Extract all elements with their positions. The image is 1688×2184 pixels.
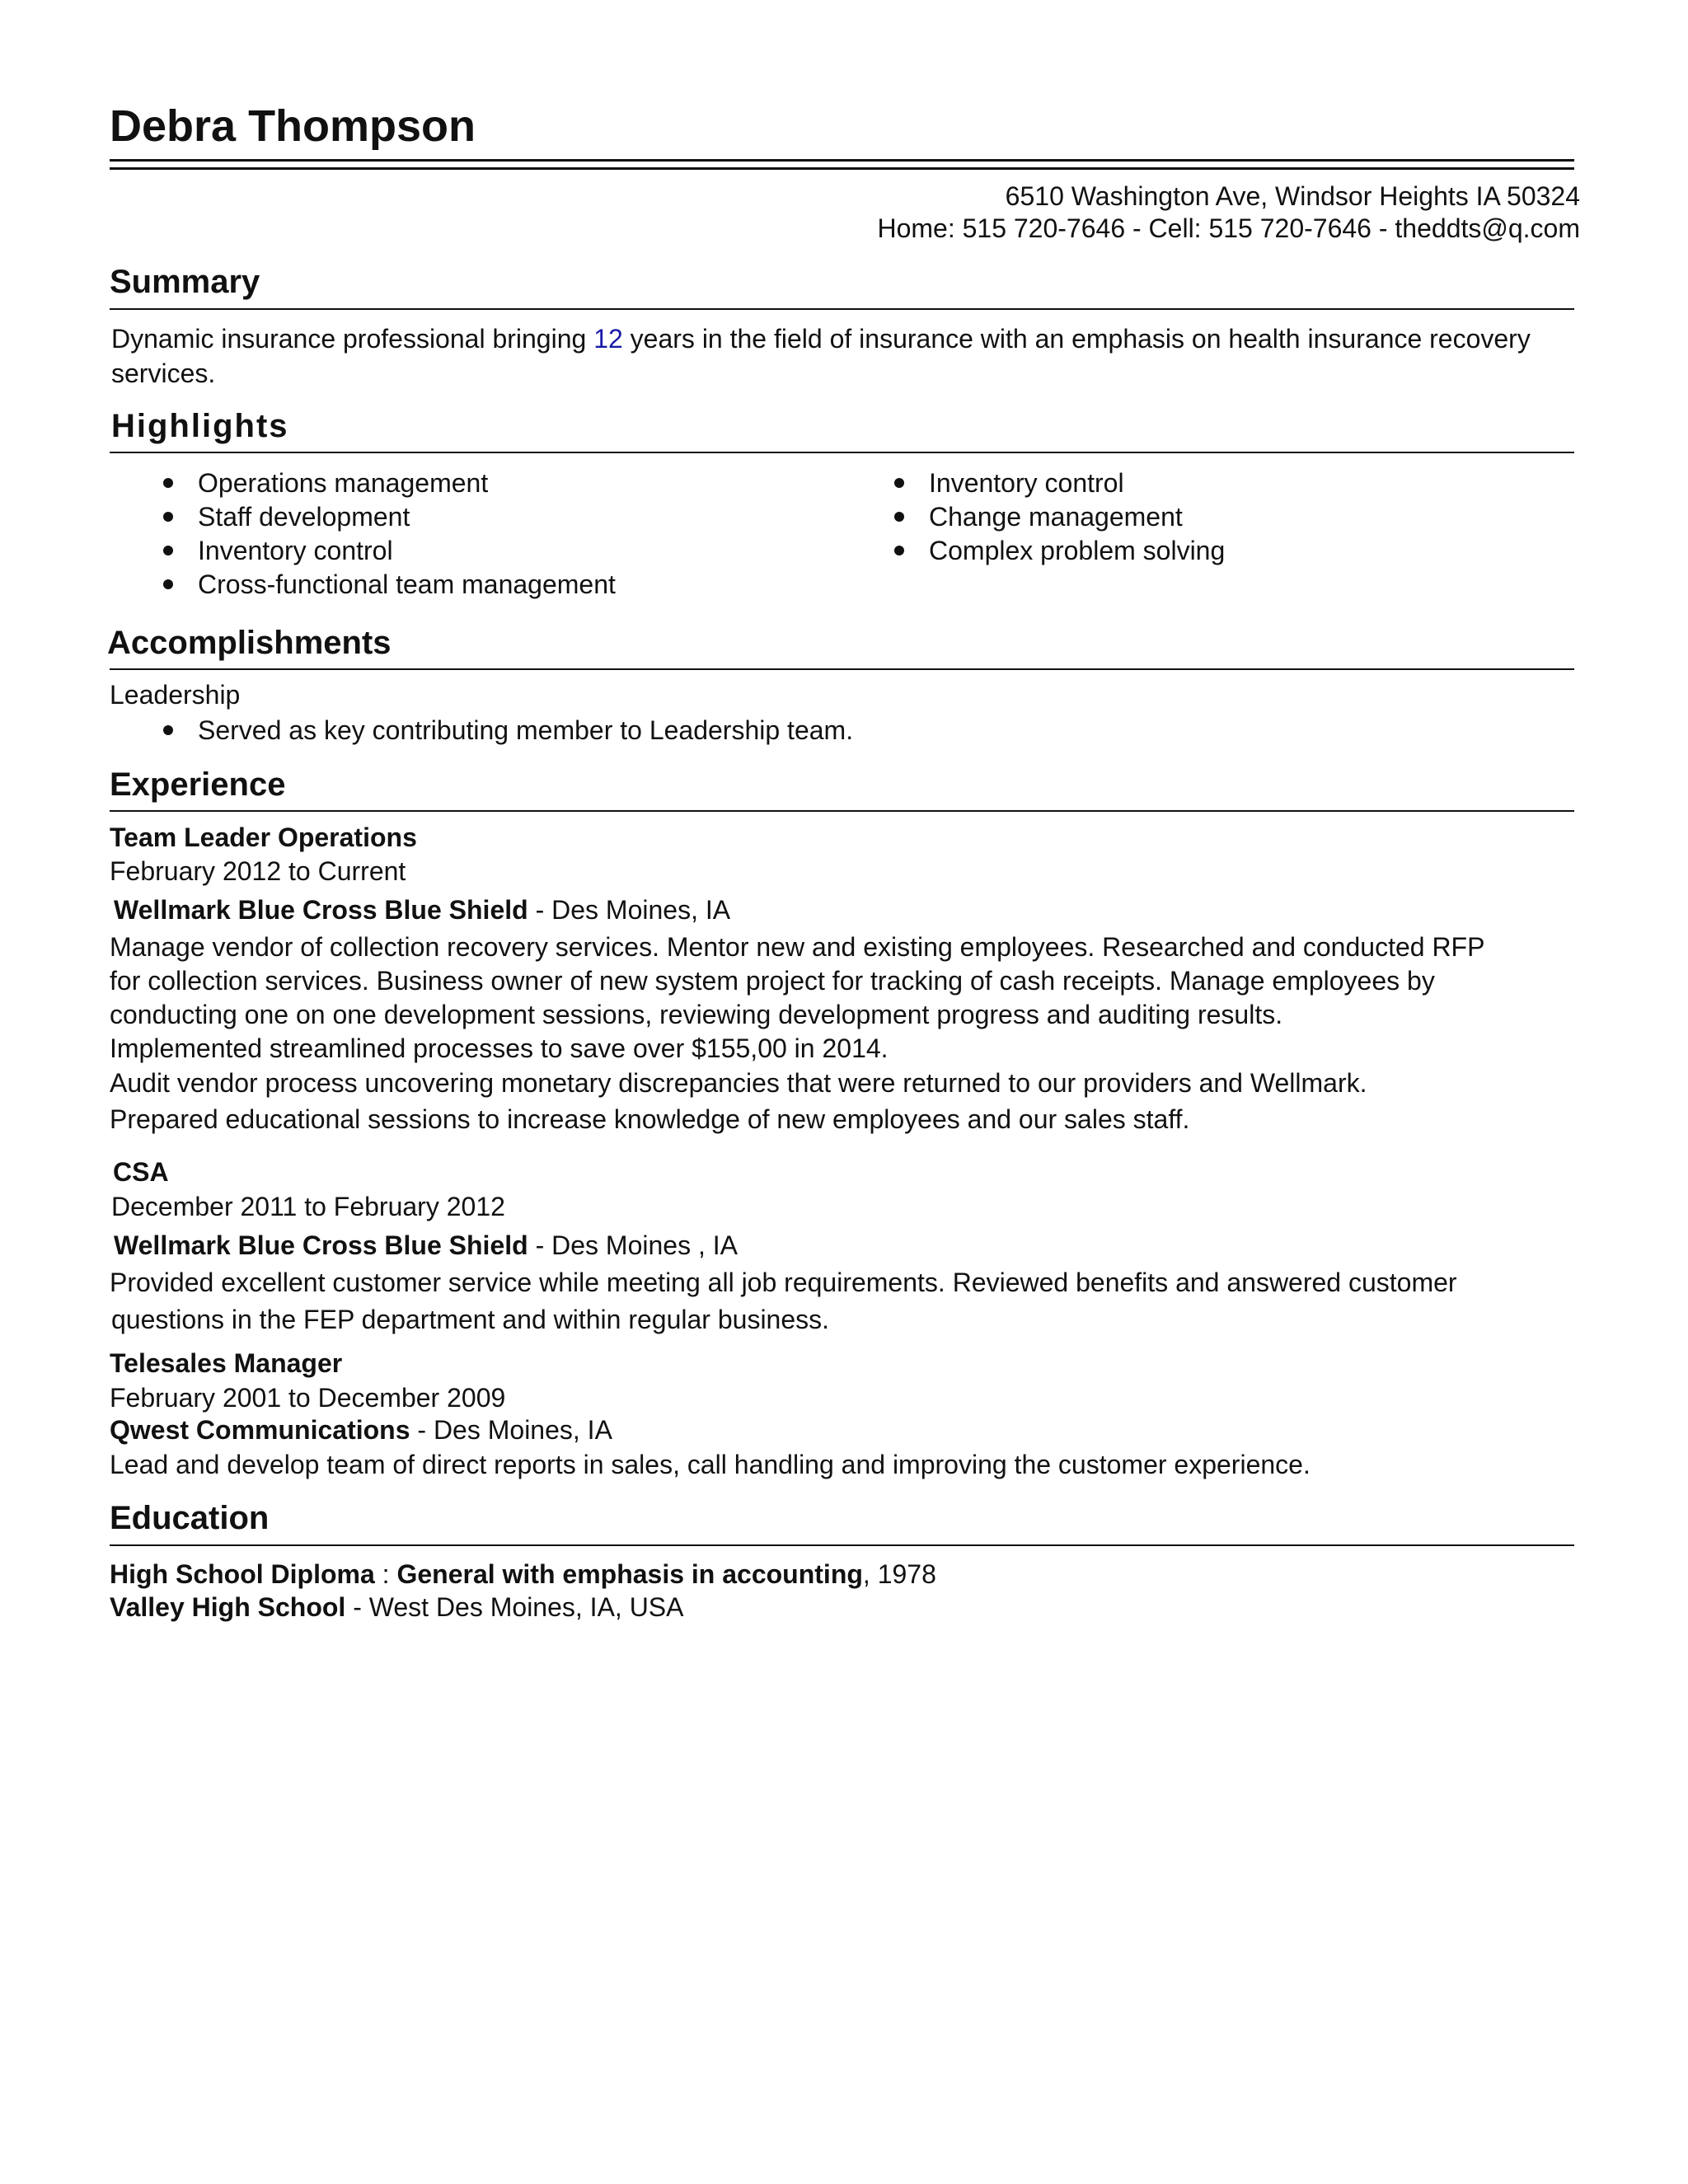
list-item: Complex problem solving <box>888 534 1225 568</box>
job-dates: February 2001 to December 2009 <box>110 1383 506 1413</box>
education-school-line <box>110 1590 683 1624</box>
job-title: Team Leader Operations <box>110 823 417 852</box>
list-item: Inventory control <box>157 534 616 568</box>
school-name: Valley High School <box>110 1592 346 1622</box>
degree-separator: : <box>374 1559 397 1589</box>
summary-heading: Summary <box>110 264 260 300</box>
list-item: Inventory control <box>888 466 1225 500</box>
job-description-line: Provided excellent customer service while meeting all job requirements. Reviewed benefits and answered customer <box>110 1268 1457 1297</box>
degree-year: , 1978 <box>862 1559 936 1589</box>
accomplishments-list <box>157 714 853 748</box>
header-rule-top <box>110 159 1574 162</box>
summary-text <box>111 321 1562 391</box>
job-description-line: Lead and develop team of direct reports in sales, call handling and improving the customer experience. <box>110 1450 1311 1479</box>
job-employer <box>114 893 730 927</box>
summary-text-after: years in the field of insurance with an emphasis on health insurance recovery services. <box>111 324 1531 388</box>
highlights-left-list <box>157 466 616 602</box>
accomplishments-rule <box>110 668 1574 670</box>
job-title: Telesales Manager <box>110 1348 343 1378</box>
header-rule-bottom <box>110 167 1574 170</box>
degree: High School Diploma <box>110 1559 375 1589</box>
experience-rule <box>110 810 1574 812</box>
job-location: - Des Moines , IA <box>528 1230 738 1260</box>
summary-years: 12 <box>593 324 623 354</box>
list-item: Staff development <box>157 500 616 534</box>
degree-field: General with emphasis in accounting <box>396 1559 863 1589</box>
contact-line: Home: 515 720-7646 - Cell: 515 720-7646 - theddts@q.com <box>877 213 1580 243</box>
job-location: - Des Moines, IA <box>528 895 731 925</box>
accomplishment-category: Leadership <box>110 680 241 710</box>
experience-heading: Experience <box>110 766 286 803</box>
job-dates: December 2011 to February 2012 <box>111 1192 505 1221</box>
summary-text-before: Dynamic insurance professional bringing <box>111 324 594 354</box>
list-item: Operations management <box>157 466 616 500</box>
school-location: - West Des Moines, IA, USA <box>345 1592 684 1622</box>
job-location: - Des Moines, IA <box>410 1415 612 1445</box>
job-company: Wellmark Blue Cross Blue Shield <box>114 1230 528 1260</box>
job-description-line: Manage vendor of collection recovery services. Mentor new and existing employees. Researched and conducted RFP <box>110 932 1485 962</box>
job-dates: February 2012 to Current <box>110 856 406 886</box>
highlights-heading: Highlights <box>111 408 289 444</box>
list-item: Cross-functional team management <box>157 568 616 602</box>
address-line: 6510 Washington Ave, Windsor Heights IA 50324 <box>1005 181 1580 211</box>
job-description-line: conducting one on one development sessions, reviewing development progress and auditing results. <box>110 1000 1283 1029</box>
education-rule <box>110 1544 1574 1546</box>
education-heading: Education <box>110 1500 270 1536</box>
list-item: Change management <box>888 500 1225 534</box>
job-company: Qwest Communications <box>110 1415 410 1445</box>
summary-rule <box>110 308 1574 310</box>
job-title: CSA <box>113 1157 169 1187</box>
list-item: Served as key contributing member to Leadership team. <box>157 714 853 748</box>
job-company: Wellmark Blue Cross Blue Shield <box>114 895 528 925</box>
job-description-line: Implemented streamlined processes to save over $155,00 in 2014. <box>110 1033 889 1063</box>
job-employer <box>110 1413 612 1447</box>
highlights-right-list <box>888 466 1225 568</box>
job-description-line: for collection services. Business owner of new system project for tracking of cash receipts. Manage employees by <box>110 966 1435 996</box>
job-description-line: Prepared educational sessions to increase knowledge of new employees and our sales staff. <box>110 1104 1190 1134</box>
job-description-line: questions in the FEP department and within regular business. <box>111 1305 830 1334</box>
education-degree-line <box>110 1557 936 1591</box>
candidate-name: Debra Thompson <box>110 101 476 151</box>
accomplishments-heading: Accomplishments <box>107 625 392 661</box>
job-description-line: Audit vendor process uncovering monetary discrepancies that were returned to our providers and Wellmark. <box>110 1068 1367 1098</box>
highlights-rule <box>110 452 1574 453</box>
job-employer <box>114 1228 738 1263</box>
